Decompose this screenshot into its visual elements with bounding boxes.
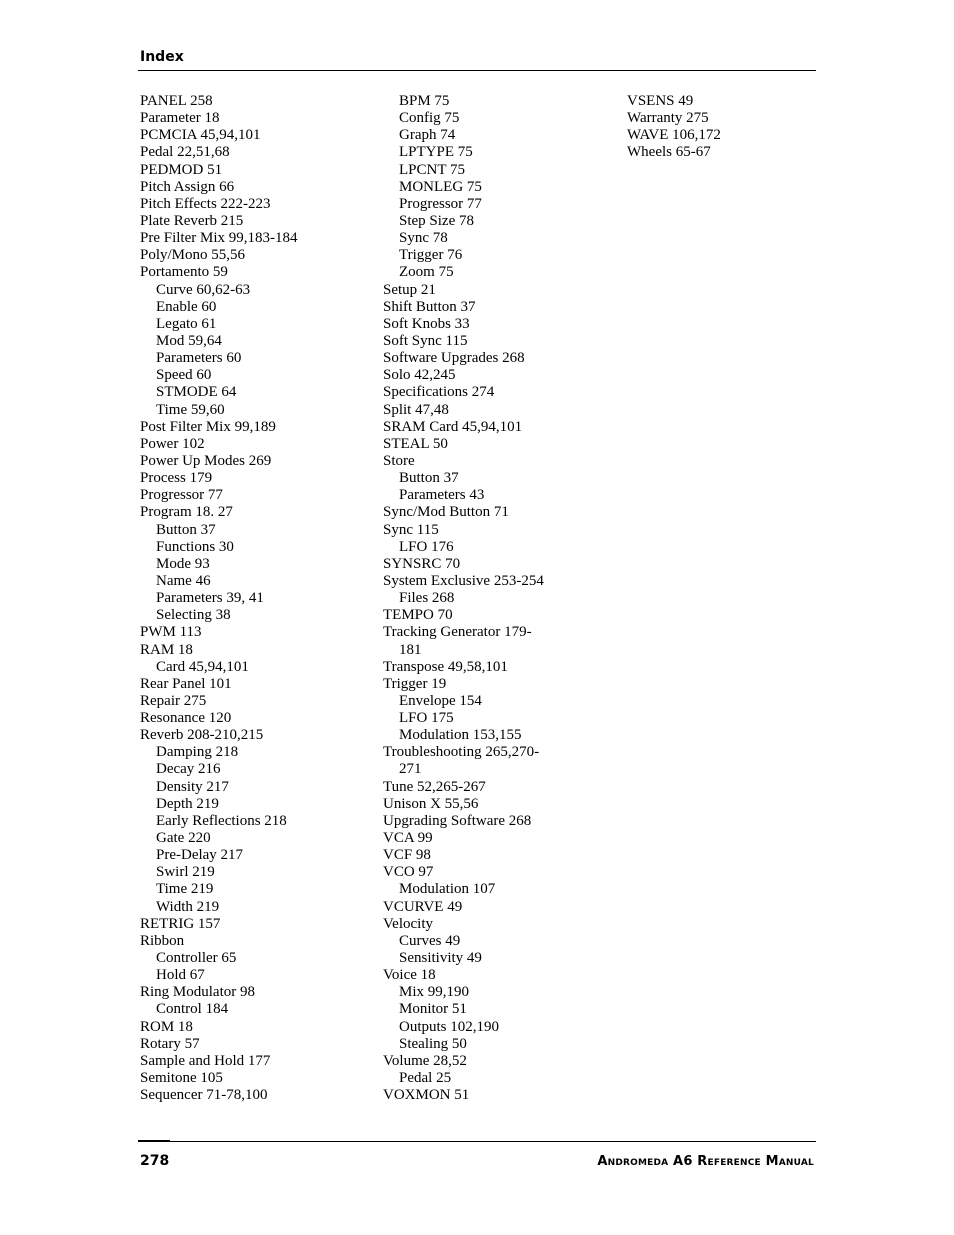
index-subentry: Legato 61 [156,315,217,332]
index-subentry: Enable 60 [156,298,217,315]
index-entry: RETRIG 157 [140,915,221,932]
index-entry: Parameter 18 [140,110,220,127]
index-entry: Transpose 49,58,101 [383,658,508,675]
manual-title: Andromeda A6 Reference Manual [597,1154,814,1169]
index-subentry: Parameters 43 [399,487,485,504]
index-entry: VCA 99 [383,830,433,847]
index-entry: VCO 97 [383,864,434,881]
header-divider [138,70,816,71]
index-subentry: Zoom 75 [399,264,454,281]
index-entry: Plate Reverb 215 [140,212,244,229]
index-entry: Process 179 [140,470,213,487]
index-entry: Wheels 65-67 [627,144,711,161]
index-entry: PWM 113 [140,624,202,641]
index-subentry: Damping 218 [156,744,239,761]
index-entry: Velocity [383,915,433,932]
index-subentry: Name 46 [156,572,211,589]
index-subentry: Density 217 [156,778,229,795]
index-entry: STEAL 50 [383,435,448,452]
index-subentry: Mod 59,64 [156,332,222,349]
index-subentry: Monitor 51 [399,1001,467,1018]
index-column-1 [140,93,298,1104]
index-entry: Pre Filter Mix 99,183-184 [140,230,298,247]
index-entry: VCF 98 [383,847,431,864]
index-entry: Pitch Effects 222-223 [140,195,271,212]
index-subentry: Parameters 39, 41 [156,590,264,607]
index-entry: TEMPO 70 [383,607,453,624]
index-subentry: Modulation 153,155 [399,727,522,744]
index-entry: Sequencer 71-78,100 [140,1087,268,1104]
index-entry: Semitone 105 [140,1070,223,1087]
index-entry: Power 102 [140,435,205,452]
index-subentry: Graph 74 [399,127,456,144]
index-subentry: Time 219 [156,881,214,898]
index-entry: Solo 42,245 [383,367,456,384]
index-subentry: LFO 175 [399,710,454,727]
index-entry: Sample and Hold 177 [140,1052,271,1069]
index-entry: Program 18. 27 [140,504,233,521]
index-entry: Shift Button 37 [383,298,476,315]
index-subentry: STMODE 64 [156,384,237,401]
index-entry: Poly/Mono 55,56 [140,247,246,264]
index-entry: Trigger 19 [383,675,447,692]
index-subentry: Envelope 154 [399,692,482,709]
index-entry: Unison X 55,56 [383,795,479,812]
index-entry: Setup 21 [383,281,436,298]
index-subentry: Mode 93 [156,555,210,572]
index-subentry: Width 219 [156,898,220,915]
index-subentry: Outputs 102,190 [399,1018,500,1035]
index-subentry: Step Size 78 [399,212,474,229]
index-entry: Reverb 208-210,215 [140,727,264,744]
index-subentry: MONLEG 75 [399,178,482,195]
index-subentry: Controller 65 [156,950,237,967]
index-entry: Rear Panel 101 [140,675,232,692]
index-entry: Sync 115 [383,521,439,538]
index-subentry: Gate 220 [156,830,211,847]
index-subentry: Depth 219 [156,795,219,812]
index-subentry: Progressor 77 [399,195,482,212]
index-subentry: Parameters 60 [156,350,242,367]
index-subentry: Pedal 25 [399,1070,452,1087]
footer-divider [138,1141,816,1142]
index-entry: VCURVE 49 [383,898,463,915]
index-subentry: Stealing 50 [399,1035,467,1052]
index-entry: Sync/Mod Button 71 [383,504,509,521]
page-header-title: Index [140,49,184,65]
index-entry: Progressor 77 [140,487,223,504]
index-column-2 [383,93,544,1104]
index-subentry: Curve 60,62-63 [156,281,251,298]
index-subentry: Hold 67 [156,967,205,984]
index-entry: Ribbon [140,932,185,949]
index-subentry: Modulation 107 [399,881,496,898]
index-subentry: Sensitivity 49 [399,950,482,967]
index-entry: Tracking Generator 179- [383,624,532,641]
index-subentry: Functions 30 [156,538,234,555]
index-entry: RAM 18 [140,641,193,658]
index-entry: Warranty 275 [627,110,709,127]
index-entry: SYNSRC 70 [383,555,461,572]
index-entry: Post Filter Mix 99,189 [140,418,276,435]
index-entry: Repair 275 [140,692,207,709]
index-entry: Power Up Modes 269 [140,452,272,469]
index-subentry: Decay 216 [156,761,221,778]
index-subentry: Mix 99,190 [399,984,470,1001]
index-subentry: Button 37 [156,521,216,538]
index-entry: Volume 28,52 [383,1052,467,1069]
index-entry: ROM 18 [140,1018,193,1035]
index-entry: Split 47,48 [383,401,449,418]
index-subentry: Trigger 76 [399,247,463,264]
index-subentry: LPCNT 75 [399,161,465,178]
index-subentry: LFO 176 [399,538,454,555]
index-entry: VOXMON 51 [383,1087,470,1104]
index-subentry: Config 75 [399,110,460,127]
index-entry: PCMCIA 45,94,101 [140,127,261,144]
index-entry: PANEL 258 [140,93,213,109]
index-subentry: Control 184 [156,1001,229,1018]
index-entry: VSENS 49 [627,93,694,109]
index-entry: Voice 18 [383,967,436,984]
index-entry: WAVE 106,172 [627,127,721,144]
index-entry: Specifications 274 [383,384,495,401]
index-subentry: Time 59,60 [156,401,225,418]
index-entry: Soft Knobs 33 [383,315,470,332]
index-entry: Portamento 59 [140,264,228,281]
index-subentry: LPTYPE 75 [399,144,473,161]
index-entry: Ring Modulator 98 [140,984,255,1001]
index-subentry: Sync 78 [399,230,448,247]
index-entry: Soft Sync 115 [383,332,468,349]
index-subentry: Selecting 38 [156,607,231,624]
index-entry: Tune 52,265-267 [383,778,486,795]
index-entry: Pitch Assign 66 [140,178,235,195]
page-number: 278 [140,1153,170,1169]
index-entry: SRAM Card 45,94,101 [383,418,523,435]
index-entry: Upgrading Software 268 [383,812,532,829]
index-subentry: BPM 75 [399,93,450,109]
index-entry: Pedal 22,51,68 [140,144,230,161]
index-subentry: Early Reflections 218 [156,812,287,829]
index-entry: Software Upgrades 268 [383,350,525,367]
index-entry-continuation: 271 [399,761,422,778]
index-entry: Troubleshooting 265,270- [383,744,540,761]
index-subentry: Card 45,94,101 [156,658,249,675]
index-entry: Store [383,452,415,469]
index-entry-continuation: 181 [399,641,422,658]
index-entry: PEDMOD 51 [140,161,223,178]
index-subentry: Speed 60 [156,367,212,384]
index-subentry: Curves 49 [399,932,461,949]
index-entry: System Exclusive 253-254 [383,572,544,589]
index-subentry: Button 37 [399,470,459,487]
index-subentry: Pre-Delay 217 [156,847,244,864]
index-entry: Rotary 57 [140,1035,200,1052]
index-column-3 [627,93,721,162]
index-subentry: Swirl 219 [156,864,215,881]
index-entry: Resonance 120 [140,710,232,727]
index-subentry: Files 268 [399,590,455,607]
